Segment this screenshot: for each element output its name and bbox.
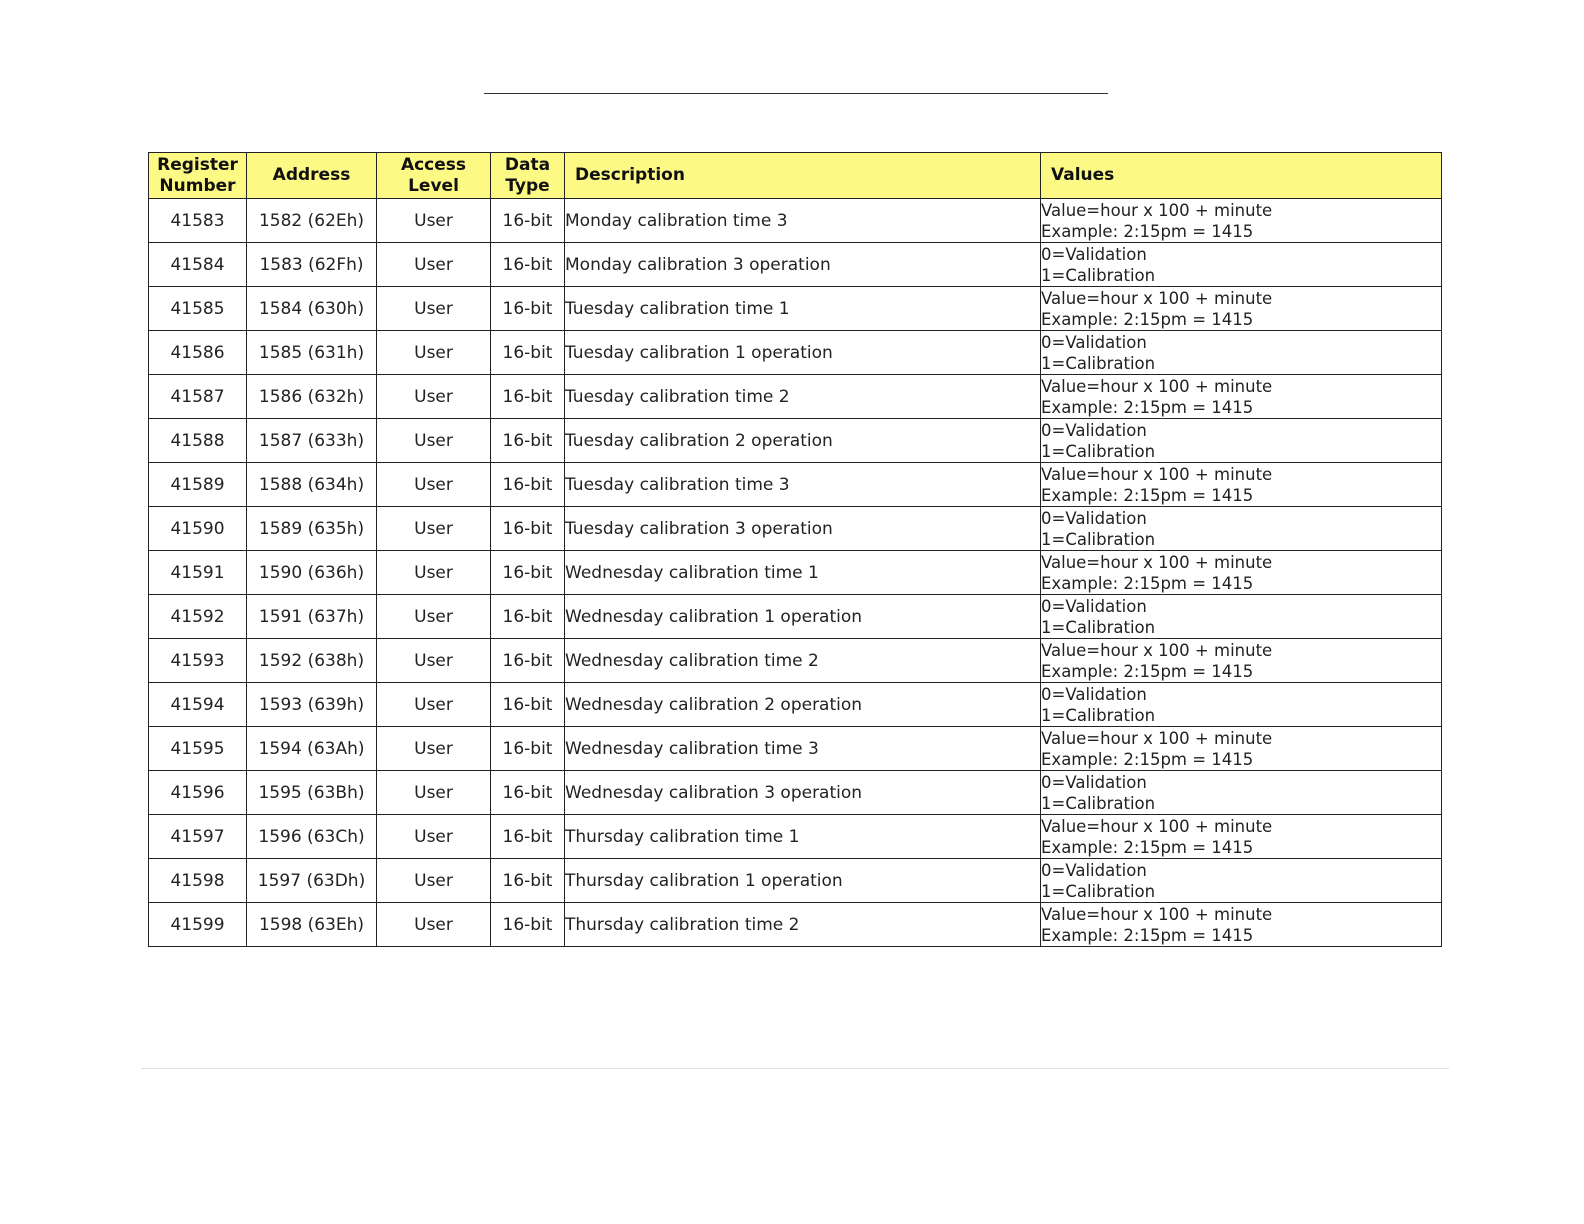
data-type-cell: 16-bit [491, 859, 565, 903]
data-type-cell: 16-bit [491, 199, 565, 243]
register-number-cell: 41591 [149, 551, 247, 595]
description-cell: Tuesday calibration 3 operation [565, 507, 1041, 551]
table-row [149, 287, 1442, 331]
register-number-cell: 41586 [149, 331, 247, 375]
values-line: 0=Validation [1041, 244, 1147, 264]
values-cell [1041, 199, 1442, 243]
values-line: 1=Calibration [1041, 705, 1156, 725]
data-type-cell: 16-bit [491, 683, 565, 727]
description-cell: Wednesday calibration 3 operation [565, 771, 1041, 815]
values-cell [1041, 595, 1442, 639]
header-address: Address [247, 153, 377, 199]
access-level-cell: User [377, 287, 491, 331]
values-line: Example: 2:15pm = 1415 [1041, 309, 1254, 329]
data-type-cell: 16-bit [491, 375, 565, 419]
values-cell [1041, 683, 1442, 727]
table-row [149, 331, 1442, 375]
values-line: Value=hour x 100 + minute [1041, 904, 1273, 924]
access-level-cell: User [377, 507, 491, 551]
address-cell: 1588 (634h) [247, 463, 377, 507]
values-line: Value=hour x 100 + minute [1041, 376, 1273, 396]
register-number-cell: 41594 [149, 683, 247, 727]
data-type-cell: 16-bit [491, 287, 565, 331]
register-number-cell: 41587 [149, 375, 247, 419]
description-cell: Thursday calibration 1 operation [565, 859, 1041, 903]
values-line: Example: 2:15pm = 1415 [1041, 837, 1254, 857]
description-cell: Wednesday calibration 2 operation [565, 683, 1041, 727]
values-cell [1041, 419, 1442, 463]
description-cell: Wednesday calibration time 1 [565, 551, 1041, 595]
data-type-cell: 16-bit [491, 595, 565, 639]
values-line: 1=Calibration [1041, 353, 1156, 373]
values-line: 0=Validation [1041, 332, 1147, 352]
values-cell [1041, 639, 1442, 683]
register-number-cell: 41592 [149, 595, 247, 639]
address-cell: 1594 (63Ah) [247, 727, 377, 771]
header-values: Values [1041, 153, 1442, 199]
description-cell: Wednesday calibration 1 operation [565, 595, 1041, 639]
address-cell: 1585 (631h) [247, 331, 377, 375]
access-level-cell: User [377, 639, 491, 683]
data-type-cell: 16-bit [491, 815, 565, 859]
values-line: 1=Calibration [1041, 529, 1156, 549]
values-cell [1041, 903, 1442, 947]
values-line: 0=Validation [1041, 684, 1147, 704]
register-number-cell: 41598 [149, 859, 247, 903]
header-register-number: Register Number [149, 153, 247, 199]
values-line: Value=hour x 100 + minute [1041, 552, 1273, 572]
header-rule [484, 93, 1108, 94]
register-number-cell: 41595 [149, 727, 247, 771]
values-line: 0=Validation [1041, 508, 1147, 528]
address-cell: 1582 (62Eh) [247, 199, 377, 243]
data-type-cell: 16-bit [491, 727, 565, 771]
address-cell: 1583 (62Fh) [247, 243, 377, 287]
table-row [149, 243, 1442, 287]
description-cell: Wednesday calibration time 2 [565, 639, 1041, 683]
register-number-cell: 41585 [149, 287, 247, 331]
address-cell: 1592 (638h) [247, 639, 377, 683]
values-cell [1041, 507, 1442, 551]
values-line: 1=Calibration [1041, 617, 1156, 637]
table-row [149, 507, 1442, 551]
values-line: Value=hour x 100 + minute [1041, 640, 1273, 660]
address-cell: 1584 (630h) [247, 287, 377, 331]
address-cell: 1596 (63Ch) [247, 815, 377, 859]
register-number-cell: 41599 [149, 903, 247, 947]
address-cell: 1586 (632h) [247, 375, 377, 419]
values-line: Example: 2:15pm = 1415 [1041, 661, 1254, 681]
data-type-cell: 16-bit [491, 463, 565, 507]
register-number-cell: 41597 [149, 815, 247, 859]
register-number-cell: 41593 [149, 639, 247, 683]
table-row [149, 727, 1442, 771]
values-cell [1041, 375, 1442, 419]
data-type-cell: 16-bit [491, 331, 565, 375]
values-line: Example: 2:15pm = 1415 [1041, 925, 1254, 945]
address-cell: 1589 (635h) [247, 507, 377, 551]
values-cell [1041, 463, 1442, 507]
values-cell [1041, 771, 1442, 815]
data-type-cell: 16-bit [491, 507, 565, 551]
description-cell: Wednesday calibration time 3 [565, 727, 1041, 771]
values-cell [1041, 859, 1442, 903]
data-type-cell: 16-bit [491, 551, 565, 595]
header-access-level: Access Level [377, 153, 491, 199]
description-cell: Tuesday calibration time 1 [565, 287, 1041, 331]
table-row [149, 551, 1442, 595]
values-cell [1041, 331, 1442, 375]
access-level-cell: User [377, 243, 491, 287]
header-description: Description [565, 153, 1041, 199]
register-number-cell: 41588 [149, 419, 247, 463]
data-type-cell: 16-bit [491, 771, 565, 815]
header-data-type: Data Type [491, 153, 565, 199]
address-cell: 1593 (639h) [247, 683, 377, 727]
values-line: Value=hour x 100 + minute [1041, 728, 1273, 748]
values-line: 0=Validation [1041, 596, 1147, 616]
values-cell [1041, 551, 1442, 595]
table-row [149, 639, 1442, 683]
access-level-cell: User [377, 331, 491, 375]
values-line: 0=Validation [1041, 860, 1147, 880]
values-line: 0=Validation [1041, 420, 1147, 440]
access-level-cell: User [377, 551, 491, 595]
table-row [149, 595, 1442, 639]
description-cell: Thursday calibration time 1 [565, 815, 1041, 859]
values-line: Example: 2:15pm = 1415 [1041, 221, 1254, 241]
values-line: Value=hour x 100 + minute [1041, 464, 1273, 484]
values-line: Value=hour x 100 + minute [1041, 288, 1273, 308]
access-level-cell: User [377, 903, 491, 947]
values-line: 1=Calibration [1041, 881, 1156, 901]
access-level-cell: User [377, 463, 491, 507]
table-row [149, 419, 1442, 463]
register-number-cell: 41583 [149, 199, 247, 243]
address-cell: 1598 (63Eh) [247, 903, 377, 947]
register-table [148, 152, 1442, 947]
values-line: 1=Calibration [1041, 265, 1156, 285]
table-body [149, 199, 1442, 947]
access-level-cell: User [377, 595, 491, 639]
address-cell: 1595 (63Bh) [247, 771, 377, 815]
values-line: 0=Validation [1041, 772, 1147, 792]
description-cell: Tuesday calibration time 3 [565, 463, 1041, 507]
table-row [149, 199, 1442, 243]
register-number-cell: 41584 [149, 243, 247, 287]
address-cell: 1590 (636h) [247, 551, 377, 595]
footer-rule [141, 1068, 1449, 1069]
address-cell: 1591 (637h) [247, 595, 377, 639]
table-header-row [149, 153, 1442, 199]
values-cell [1041, 287, 1442, 331]
values-line: 1=Calibration [1041, 793, 1156, 813]
register-number-cell: 41590 [149, 507, 247, 551]
address-cell: 1587 (633h) [247, 419, 377, 463]
data-type-cell: 16-bit [491, 639, 565, 683]
description-cell: Tuesday calibration time 2 [565, 375, 1041, 419]
access-level-cell: User [377, 199, 491, 243]
access-level-cell: User [377, 859, 491, 903]
table-row [149, 683, 1442, 727]
values-line: Example: 2:15pm = 1415 [1041, 397, 1254, 417]
description-cell: Monday calibration time 3 [565, 199, 1041, 243]
register-number-cell: 41596 [149, 771, 247, 815]
values-cell [1041, 815, 1442, 859]
access-level-cell: User [377, 375, 491, 419]
description-cell: Thursday calibration time 2 [565, 903, 1041, 947]
values-line: Example: 2:15pm = 1415 [1041, 573, 1254, 593]
table-row [149, 771, 1442, 815]
access-level-cell: User [377, 815, 491, 859]
access-level-cell: User [377, 419, 491, 463]
address-cell: 1597 (63Dh) [247, 859, 377, 903]
data-type-cell: 16-bit [491, 903, 565, 947]
values-line: Example: 2:15pm = 1415 [1041, 749, 1254, 769]
values-line: Value=hour x 100 + minute [1041, 816, 1273, 836]
description-cell: Tuesday calibration 1 operation [565, 331, 1041, 375]
access-level-cell: User [377, 771, 491, 815]
data-type-cell: 16-bit [491, 419, 565, 463]
values-cell [1041, 727, 1442, 771]
table-row [149, 815, 1442, 859]
values-cell [1041, 243, 1442, 287]
values-line: Example: 2:15pm = 1415 [1041, 485, 1254, 505]
access-level-cell: User [377, 683, 491, 727]
table-row [149, 463, 1442, 507]
access-level-cell: User [377, 727, 491, 771]
table-row [149, 859, 1442, 903]
description-cell: Tuesday calibration 2 operation [565, 419, 1041, 463]
table-row [149, 375, 1442, 419]
description-cell: Monday calibration 3 operation [565, 243, 1041, 287]
register-number-cell: 41589 [149, 463, 247, 507]
data-type-cell: 16-bit [491, 243, 565, 287]
values-line: 1=Calibration [1041, 441, 1156, 461]
values-line: Value=hour x 100 + minute [1041, 200, 1273, 220]
table-row [149, 903, 1442, 947]
